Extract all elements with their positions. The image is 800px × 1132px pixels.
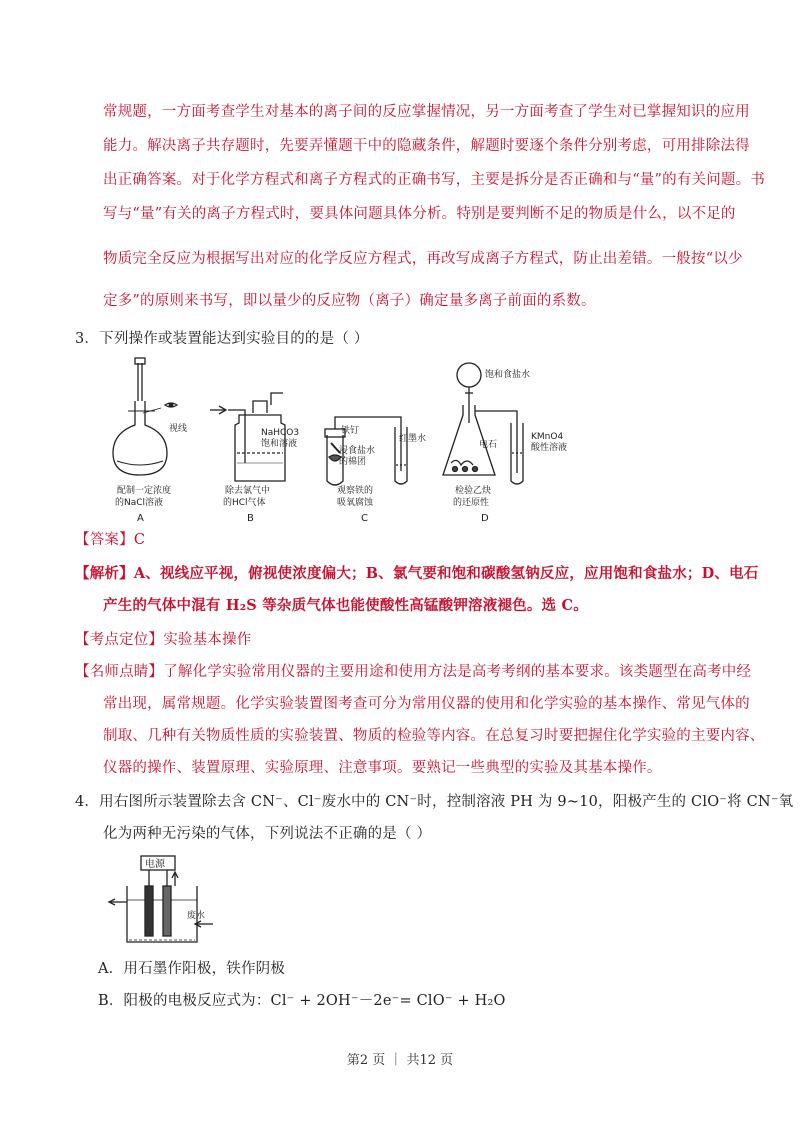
q3-stem: 3．下列操作或装置能达到实验目的的是（ ） <box>75 331 369 347</box>
label-d-4: 酸性溶液 <box>531 443 568 453</box>
label-c-2: 浸食盐水 <box>339 446 376 456</box>
q3-point <box>75 628 251 649</box>
letter-c: C <box>361 513 368 523</box>
label-a-sight: 视线 <box>169 424 188 434</box>
label-d-1: 饱和食盐水 <box>485 370 531 380</box>
caption-b-2: 的HCl气体 <box>223 498 266 508</box>
q4-stem-line-2: 化为两种无污染的气体，下列说法不正确的是（ ） <box>103 826 432 842</box>
answer-tag: 【答案】 <box>75 532 134 548</box>
caption-b-1: 除去氯气中 <box>225 486 271 496</box>
prev-analysis-line-4: 写与“量”有关的离子方程式时，要具体问题具体分析。特别是要判断不足的物质是什么，以不足的 <box>103 206 736 222</box>
prev-analysis-line-5: 物质完全反应为根据写出对应的化学反应方程式，再改写成离子方程式，防止出差错。一般按“以少 <box>103 251 743 267</box>
q4-option-a: A．用石墨作阳极，铁作阴极 <box>98 961 286 977</box>
caption-c-1: 观察铁的 <box>337 486 374 496</box>
prev-analysis-line-3: 出正确答案。对于化学方程式和离子方程式的正确书写，主要是拆分是否正确和与“量”的有关问题。书 <box>103 172 766 188</box>
letter-a: A <box>137 513 144 523</box>
q3-tip-line-4: 仪器的操作、装置原理、实验原理、注意事项。要熟记一些典型的实验及其基本操作。 <box>103 760 662 776</box>
q4-option-b: B．阳极的电极反应式为：Cl⁻ + 2OH⁻－2e⁻= ClO⁻ + H₂O <box>98 993 506 1009</box>
label-c-3: 的棉团 <box>339 457 367 467</box>
q3-tip-line-1 <box>75 660 751 681</box>
q3-analysis-line-1 <box>75 562 759 583</box>
label-d-3: KMnO4 <box>531 432 564 442</box>
q3-tip-line-3: 制取、几种有关物质性质的实验装置、物质的检验等内容。在总复习时要把握住化学实验的主要内容、 <box>103 728 765 744</box>
power-label: 电源 <box>145 859 165 870</box>
page-footer: 第2 页 ｜ 共12 页 <box>346 1053 454 1068</box>
prev-analysis-line-6: 定多”的原则来书写，即以量少的反应物（离子）确定量多离子前面的系数。 <box>103 293 596 309</box>
q3-answer <box>75 528 145 549</box>
tip-tag: 【名师点睛】 <box>75 664 164 680</box>
apparatus-d-acetylene <box>443 363 523 484</box>
apparatus-a-volumetric-flask <box>113 358 177 475</box>
label-b-1: NaHCO3 <box>261 428 300 438</box>
q3-apparatus-figure <box>95 353 635 523</box>
label-c-1: 铁钉 <box>341 426 360 436</box>
caption-d-1: 检验乙炔 <box>455 486 492 496</box>
q4-electrolysis-figure <box>105 852 215 952</box>
letter-d: D <box>481 513 489 523</box>
point-value: 实验基本操作 <box>163 632 252 648</box>
caption-a-2: 的NaCl溶液 <box>115 498 164 508</box>
tip-text-1: 了解化学实验常用仪器的主要用途和使用方法是高考考纲的基本要求。该类题型在高考中经 <box>163 664 752 680</box>
caption-d-2: 的还原性 <box>453 498 490 508</box>
label-b-2: 饱和溶液 <box>261 439 298 449</box>
point-tag: 【考点定位】 <box>75 632 164 648</box>
waste-water-label: 废水 <box>187 911 206 921</box>
prev-analysis-line-2: 能力。解决离子共存题时，先要弄懂题干中的隐藏条件，解题时要逐个条件分别考虑，可用排除法得 <box>103 138 750 154</box>
prev-analysis-line-1: 常规题，一方面考查学生对基本的离子间的反应掌握情况，另一方面考查了学生对已掌握知识的应用 <box>103 104 750 120</box>
analysis-tag: 【解析】 <box>75 565 134 582</box>
caption-c-2: 吸氧腐蚀 <box>337 498 374 508</box>
q3-analysis-line-2: 产生的气体中混有 H₂S 等杂质气体也能使酸性高锰酸钾溶液褪色。选 C。 <box>103 597 588 614</box>
q4-stem-line-1: 4．用右图所示装置除去含 CN⁻、Cl⁻废水中的 CN⁻时，控制溶液 PH 为 9~10，阳极产生的 ClO⁻将 CN⁻氧 <box>75 794 794 810</box>
q3-tip-line-2: 常出现，属常规题。化学实验装置图考查可分为常用仪器的使用和化学实验的基本操作、常见气体的 <box>103 696 750 712</box>
analysis-text-1: A、视线应平视，俯视使浓度偏大；B、氯气要和饱和碳酸氢钠反应，应用饱和食盐水；D、电石 <box>133 565 759 582</box>
caption-a-1: 配制一定浓度 <box>117 486 172 496</box>
answer-value: C <box>133 532 146 548</box>
label-c-4: 红墨水 <box>399 434 427 444</box>
label-d-2: 电石 <box>479 440 498 450</box>
letter-b: B <box>247 513 254 523</box>
